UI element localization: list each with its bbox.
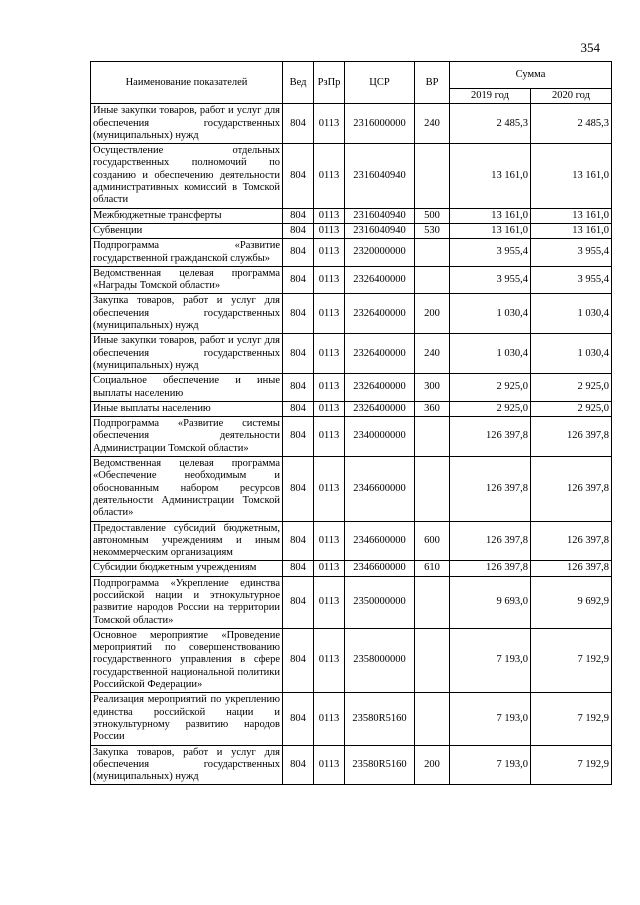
cell-name: Подпрограмма «Развитие государственной гражданской службы»: [91, 239, 283, 267]
table-row: [91, 144, 612, 208]
cell-vr: [415, 417, 450, 457]
header-year-2020: 2020 год: [531, 89, 612, 104]
table-row: [91, 239, 612, 267]
header-year-2019: 2019 год: [450, 89, 531, 104]
cell-name: Реализация мероприятий по укреплению единства российской нации и этнокультурному развитию народов России: [91, 693, 283, 745]
cell-vr: 500: [415, 208, 450, 223]
cell-rzpr: 0113: [314, 239, 345, 267]
header-name: Наименование показателей: [91, 62, 283, 104]
cell-vr: 600: [415, 521, 450, 561]
cell-vr: 240: [415, 334, 450, 374]
cell-csr: 23580R5160: [345, 693, 415, 745]
cell-csr: 2340000000: [345, 417, 415, 457]
cell-name: Межбюджетные трансферты: [91, 208, 283, 223]
cell-ved: 804: [283, 417, 314, 457]
table-row: [91, 208, 612, 223]
cell-vr: [415, 266, 450, 294]
header-ved: Вед: [283, 62, 314, 104]
cell-rzpr: 0113: [314, 561, 345, 576]
cell-name: Закупка товаров, работ и услуг для обеспечения государственных (муниципальных) нужд: [91, 294, 283, 334]
cell-csr: 2316040940: [345, 208, 415, 223]
cell-rzpr: 0113: [314, 208, 345, 223]
cell-name: Субсидии бюджетным учреждениям: [91, 561, 283, 576]
cell-sum-2019: 13 161,0: [450, 144, 531, 208]
cell-ved: 804: [283, 104, 314, 144]
cell-sum-2019: 126 397,8: [450, 561, 531, 576]
cell-rzpr: 0113: [314, 628, 345, 692]
cell-rzpr: 0113: [314, 457, 345, 521]
cell-rzpr: 0113: [314, 223, 345, 238]
cell-sum-2020: 126 397,8: [531, 457, 612, 521]
table-row: [91, 521, 612, 561]
cell-ved: 804: [283, 745, 314, 785]
cell-name: Осуществление отдельных государственных полномочий по созданию и обеспечению деятельности административных комиссий в Томской области: [91, 144, 283, 208]
cell-csr: 2316000000: [345, 104, 415, 144]
cell-sum-2020: 3 955,4: [531, 239, 612, 267]
cell-csr: 2326400000: [345, 266, 415, 294]
cell-sum-2020: 1 030,4: [531, 294, 612, 334]
cell-sum-2020: 13 161,0: [531, 223, 612, 238]
cell-sum-2019: 126 397,8: [450, 417, 531, 457]
cell-sum-2020: 1 030,4: [531, 334, 612, 374]
table-row: [91, 266, 612, 294]
cell-name: Социальное обеспечение и иные выплаты населению: [91, 374, 283, 402]
cell-csr: 2316040940: [345, 144, 415, 208]
cell-sum-2019: 7 193,0: [450, 693, 531, 745]
cell-ved: 804: [283, 521, 314, 561]
cell-csr: 2346600000: [345, 457, 415, 521]
cell-csr: 2358000000: [345, 628, 415, 692]
cell-csr: 2346600000: [345, 521, 415, 561]
cell-name: Иные закупки товаров, работ и услуг для обеспечения государственных (муниципальных) нужд: [91, 104, 283, 144]
cell-name: Закупка товаров, работ и услуг для обеспечения государственных (муниципальных) нужд: [91, 745, 283, 785]
cell-ved: 804: [283, 208, 314, 223]
cell-name: Подпрограмма «Укрепление единства российской нации и этнокультурное развитие народов России на территории Томской области»: [91, 576, 283, 628]
cell-ved: 804: [283, 223, 314, 238]
cell-sum-2020: 13 161,0: [531, 144, 612, 208]
cell-rzpr: 0113: [314, 334, 345, 374]
cell-rzpr: 0113: [314, 745, 345, 785]
cell-csr: 2326400000: [345, 401, 415, 416]
table-row: [91, 693, 612, 745]
cell-sum-2020: 2 925,0: [531, 374, 612, 402]
cell-rzpr: 0113: [314, 576, 345, 628]
cell-sum-2019: 7 193,0: [450, 745, 531, 785]
cell-ved: 804: [283, 628, 314, 692]
cell-sum-2020: 9 692,9: [531, 576, 612, 628]
cell-sum-2019: 2 925,0: [450, 401, 531, 416]
cell-sum-2020: 7 192,9: [531, 628, 612, 692]
cell-sum-2020: 7 192,9: [531, 693, 612, 745]
cell-vr: 360: [415, 401, 450, 416]
header-rzpr: РзПр: [314, 62, 345, 104]
cell-sum-2019: 3 955,4: [450, 239, 531, 267]
table-row: [91, 104, 612, 144]
cell-ved: 804: [283, 401, 314, 416]
table-row: [91, 374, 612, 402]
cell-sum-2020: 2 925,0: [531, 401, 612, 416]
table-body: [91, 104, 612, 785]
cell-csr: 2320000000: [345, 239, 415, 267]
cell-rzpr: 0113: [314, 693, 345, 745]
cell-csr: 2316040940: [345, 223, 415, 238]
cell-sum-2020: 126 397,8: [531, 417, 612, 457]
table-header-row: [91, 62, 612, 89]
cell-sum-2019: 2 925,0: [450, 374, 531, 402]
cell-name: Подпрограмма «Развитие системы обеспечения деятельности Администрации Томской области»: [91, 417, 283, 457]
cell-sum-2020: 13 161,0: [531, 208, 612, 223]
cell-sum-2019: 13 161,0: [450, 208, 531, 223]
cell-rzpr: 0113: [314, 417, 345, 457]
cell-name: Ведомственная целевая программа «Обеспечение необходимым и обоснованным набором ресурсов деятельности Администрации Томской области»: [91, 457, 283, 521]
cell-vr: [415, 239, 450, 267]
cell-rzpr: 0113: [314, 266, 345, 294]
cell-rzpr: 0113: [314, 294, 345, 334]
cell-rzpr: 0113: [314, 374, 345, 402]
cell-sum-2019: 126 397,8: [450, 457, 531, 521]
cell-vr: [415, 693, 450, 745]
cell-vr: 200: [415, 294, 450, 334]
table-row: [91, 223, 612, 238]
cell-vr: [415, 576, 450, 628]
table-row: [91, 417, 612, 457]
cell-ved: 804: [283, 239, 314, 267]
cell-ved: 804: [283, 576, 314, 628]
cell-rzpr: 0113: [314, 521, 345, 561]
cell-sum-2019: 1 030,4: [450, 334, 531, 374]
cell-csr: 2326400000: [345, 334, 415, 374]
cell-name: Субвенции: [91, 223, 283, 238]
cell-vr: 610: [415, 561, 450, 576]
cell-ved: 804: [283, 266, 314, 294]
cell-vr: 240: [415, 104, 450, 144]
header-vr: ВР: [415, 62, 450, 104]
cell-vr: 200: [415, 745, 450, 785]
cell-sum-2019: 9 693,0: [450, 576, 531, 628]
cell-csr: 23580R5160: [345, 745, 415, 785]
cell-csr: 2346600000: [345, 561, 415, 576]
cell-sum-2019: 1 030,4: [450, 294, 531, 334]
cell-sum-2020: 2 485,3: [531, 104, 612, 144]
cell-vr: [415, 144, 450, 208]
cell-sum-2020: 126 397,8: [531, 521, 612, 561]
cell-csr: 2326400000: [345, 374, 415, 402]
cell-ved: 804: [283, 144, 314, 208]
cell-sum-2020: 7 192,9: [531, 745, 612, 785]
cell-sum-2019: 126 397,8: [450, 521, 531, 561]
cell-sum-2019: 3 955,4: [450, 266, 531, 294]
cell-sum-2020: 126 397,8: [531, 561, 612, 576]
cell-name: Иные выплаты населению: [91, 401, 283, 416]
cell-ved: 804: [283, 294, 314, 334]
cell-rzpr: 0113: [314, 104, 345, 144]
table-row: [91, 401, 612, 416]
cell-vr: [415, 628, 450, 692]
cell-ved: 804: [283, 561, 314, 576]
table-row: [91, 576, 612, 628]
cell-csr: 2326400000: [345, 294, 415, 334]
cell-vr: 530: [415, 223, 450, 238]
cell-ved: 804: [283, 457, 314, 521]
table-row: [91, 745, 612, 785]
cell-ved: 804: [283, 334, 314, 374]
table-row: [91, 294, 612, 334]
header-sum: Сумма: [450, 62, 612, 89]
cell-sum-2019: 7 193,0: [450, 628, 531, 692]
cell-sum-2019: 2 485,3: [450, 104, 531, 144]
cell-csr: 2350000000: [345, 576, 415, 628]
cell-sum-2020: 3 955,4: [531, 266, 612, 294]
table-row: [91, 334, 612, 374]
cell-name: Иные закупки товаров, работ и услуг для обеспечения государственных (муниципальных) нужд: [91, 334, 283, 374]
budget-table: [90, 61, 612, 785]
table-row: [91, 628, 612, 692]
cell-name: Ведомственная целевая программа «Награды Томской области»: [91, 266, 283, 294]
cell-sum-2019: 13 161,0: [450, 223, 531, 238]
cell-name: Предоставление субсидий бюджетным, автономным учреждениям и иным некоммерческим организациям: [91, 521, 283, 561]
cell-rzpr: 0113: [314, 144, 345, 208]
cell-ved: 804: [283, 693, 314, 745]
cell-name: Основное мероприятие «Проведение мероприятий по совершенствованию государственного управления в сфере государственной национальной политики Российской Федерации»: [91, 628, 283, 692]
table-row: [91, 457, 612, 521]
cell-rzpr: 0113: [314, 401, 345, 416]
table-row: [91, 561, 612, 576]
cell-vr: [415, 457, 450, 521]
header-csr: ЦСР: [345, 62, 415, 104]
cell-ved: 804: [283, 374, 314, 402]
page-number: 354: [580, 40, 600, 55]
cell-vr: 300: [415, 374, 450, 402]
